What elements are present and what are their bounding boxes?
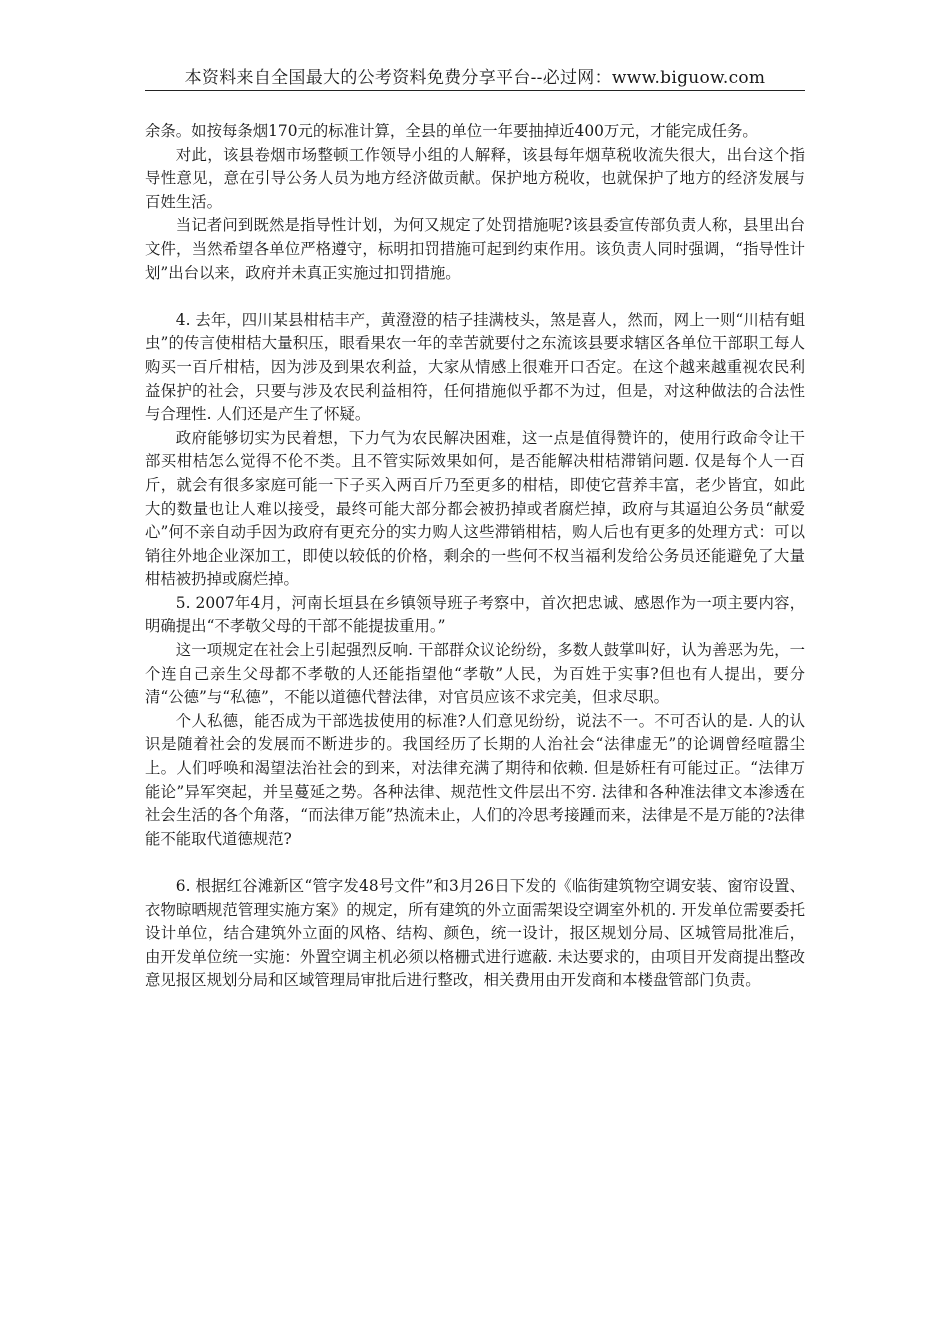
paragraph-item-4: 4. 去年，四川某县柑桔丰产，黄澄澄的桔子挂满枝头，煞是喜人，然而，网上一则“川桔有蛆虫”的传言使柑桔大量积压，眼看果农一年的幸苦就要付之东流该县要求辖区各单位干部职工每人购买一百斤柑桔，因为涉及到果农利益，大家从情感上很难开口否定。在这个越来越重视农民利益保护的社会，只要与涉及农民利益相符，任何措施似乎都不为过，但是，对这种做法的合法性与合理性. 人们还是产生了怀疑。 — [145, 310, 805, 424]
paragraph-gap — [145, 285, 805, 309]
paragraph: 个人私德，能否成为干部选拔使用的标准?人们意见纷纷，说法不一。不可否认的是. 人的认识是随着社会的发展而不断进步的。我国经历了长期的人治社会“法律虚无”的论调曾经喧嚣尘上。人们呼唤和渴望法治社会的到来，对法律充满了期待和依赖. 但是娇枉有可能过正。“法律万能论”异军突起，并呈蔓延之势。各种法律、规范性文件层出不穷. 法律和各种准法律文本渗透在社会生活的各个角落，“而法律万能”热流未止，人们的冷思考接踵而来，法律是不是万能的?法律能不能取代道德规范? — [145, 711, 805, 848]
document-body — [145, 120, 805, 993]
paragraph: 对此，该县卷烟市场整顿工作领导小组的人解释，该县每年烟草税收流失很大，出台这个指导性意见，意在引导公务人员为地方经济做贡献。保护地方税收，也就保护了地方的经济发展与百姓生活。 — [145, 145, 805, 211]
paragraph-item-6: 6. 根据红谷滩新区“管字发48号文件”和3月26日下发的《临街建筑物空调安装、窗帘设置、衣物晾晒规范管理实施方案》的规定，所有建筑的外立面需架设空调室外机的. 开发单位需要委托设计单位，结合建筑外立面的风格、结构、颜色，统一设计，报区规划分局、区城管局批准后，由开发单位统一实施：外置空调主机必须以格栅式进行遮蔽. 未达要求的，由项目开发商提出整改意见报区规划分局和区域管理局审批后进行整改，相关费用由开发商和本楼盘管部门负责。 — [145, 877, 805, 990]
paragraph: 政府能够切实为民着想，下力气为农民解决困难，这一点是值得赞许的，使用行政命令让干部买柑桔怎么觉得不伦不类。且不管实际效果如何，是否能解决柑桔滞销问题. 仅是每个人一百斤，就会有很多家庭可能一下子买入两百斤乃至更多的柑桔，即使它营养丰富，老少皆宜，如此大的数量也让人难以接受，最终可能大部分都会被扔掉或者腐烂掉，政府与其逼迫公务员“献爱心”何不亲自动手因为政府有更充分的实力购人这些滞销柑桔，购人后也有更多的处理方式：可以销往外地企业深加工，即使以较低的价格，剩余的一些何不权当福利发给公务员还能避免了大量柑桔被扔掉或腐烂掉。 — [145, 428, 805, 589]
paragraph-continuation: 余条。如按每条烟170元的标准计算，全县的单位一年要抽掉近400万元，才能完成任务。 — [145, 122, 758, 140]
paragraph: 当记者问到既然是指导性计划，为何又规定了处罚措施呢?该县委宣传部负责人称，县里出台文件，当然希望各单位严格遵守，标明扣罚措施可起到约束作用。该负责人同时强调，“指导性计划”出台以来，政府并未真正实施过扣罚措施。 — [145, 216, 805, 282]
paragraph: 这一项规定在社会上引起强烈反响. 干部群众议论纷纷，多数人鼓掌叫好，认为善恶为先，一个连自己亲生父母都不孝敬的人还能指望他“孝敬”人民，为百姓于实事?但也有人提出，要分清“公德”与“私德”，不能以道德代替法律，对官员应该不求完美，但求尽职。 — [145, 641, 805, 707]
page-header: 本资料来自全国最大的公考资料免费分享平台--必过网：www.biguow.com — [145, 66, 805, 91]
paragraph-gap — [145, 851, 805, 875]
paragraph-item-5: 5. 2007年4月，河南长垣县在乡镇领导班子考察中，首次把忠诚、感恩作为一项主要内容，明确提出“不孝敬父母的干部不能提拔重用。” — [145, 593, 805, 636]
